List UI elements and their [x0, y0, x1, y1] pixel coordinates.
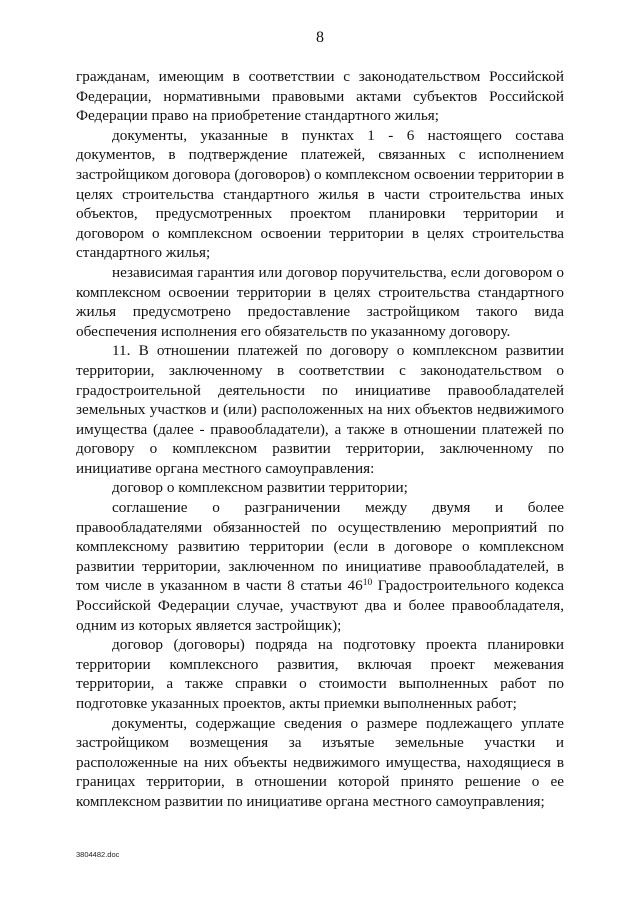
paragraph-obligations-agreement [76, 498, 564, 635]
paragraph-independent-guarantee: независимая гарантия или договор поручительства, если договором о комплексном освоении территории в целях строительства стандартного жилья предусмотрено предоставление застройщиком такого вида обеспечения исполнения его обязательств по указанному договору. [76, 263, 564, 340]
paragraph-contract-works: договор (договоры) подряда на подготовку проекта планировки территории комплексного развития, включая проект межевания территории, а также справки о стоимости выполненных работ по подготовке указанных проектов, акты приемки выполненных работ; [76, 636, 564, 712]
page-number: 8 [316, 29, 324, 46]
paragraph-item-11: 11. В отношении платежей по договору о комплексном развитии территории, заключенному в соответствии с законодательством о градостроительной деятельности по инициативе правообладателей земельных участков и (или) расположенных на них объектов недвижимого имущества (далее - правообладатели), а также в отношении платежей по договору о комплексном развитии территории, заключенному по инициативе органа местного самоуправления: [76, 342, 564, 477]
paragraph-compensation-documents: документы, содержащие сведения о размере подлежащего уплате застройщиком возмещения за изъятые земельные участки и расположенные на них объекты недвижимого имущества, находящиеся в границах территории, в отношении которой принято решение о ее комплексном развитии по инициативе органа местного самоуправления; [76, 714, 564, 810]
obligations-text-part-2: Градостроительного кодекса Российской Федерации случае, участвуют два и более правообладателя, одним из которых является застройщик); [76, 577, 564, 634]
obligations-text-part-1: соглашение о разграничении между двумя и более правообладателями обязанностей по осуществлению мероприятий по комплексному развитию территории (если в договоре о комплексном развитии территории, заключенном по инициативе правообладателей, в том числе в указанном в части 8 статьи 46 [76, 499, 564, 595]
document-file-id: 3804482.doc [76, 850, 120, 859]
paragraph-payment-documents: документы, указанные в пунктах 1 - 6 настоящего состава документов, в подтверждение платежей, связанных с исполнением застройщиком договора (договоров) о комплексном освоении территории в целях строительства стандартного жилья в части строительства иных объектов, предусмотренных проектом планировки территории и договором о комплексном освоении территории в целях строительства стандартного жилья; [76, 126, 564, 262]
article-superscript: 10 [362, 578, 373, 589]
paragraph-citizens-continuation: гражданам, имеющим в соответствии с законодательством Российской Федерации, нормативными правовыми актами субъектов Российской Федерации право на приобретение стандартного жилья; [76, 68, 564, 125]
paragraph-development-agreement: договор о комплексном развитии территории; [112, 479, 408, 497]
document-body [76, 67, 564, 812]
